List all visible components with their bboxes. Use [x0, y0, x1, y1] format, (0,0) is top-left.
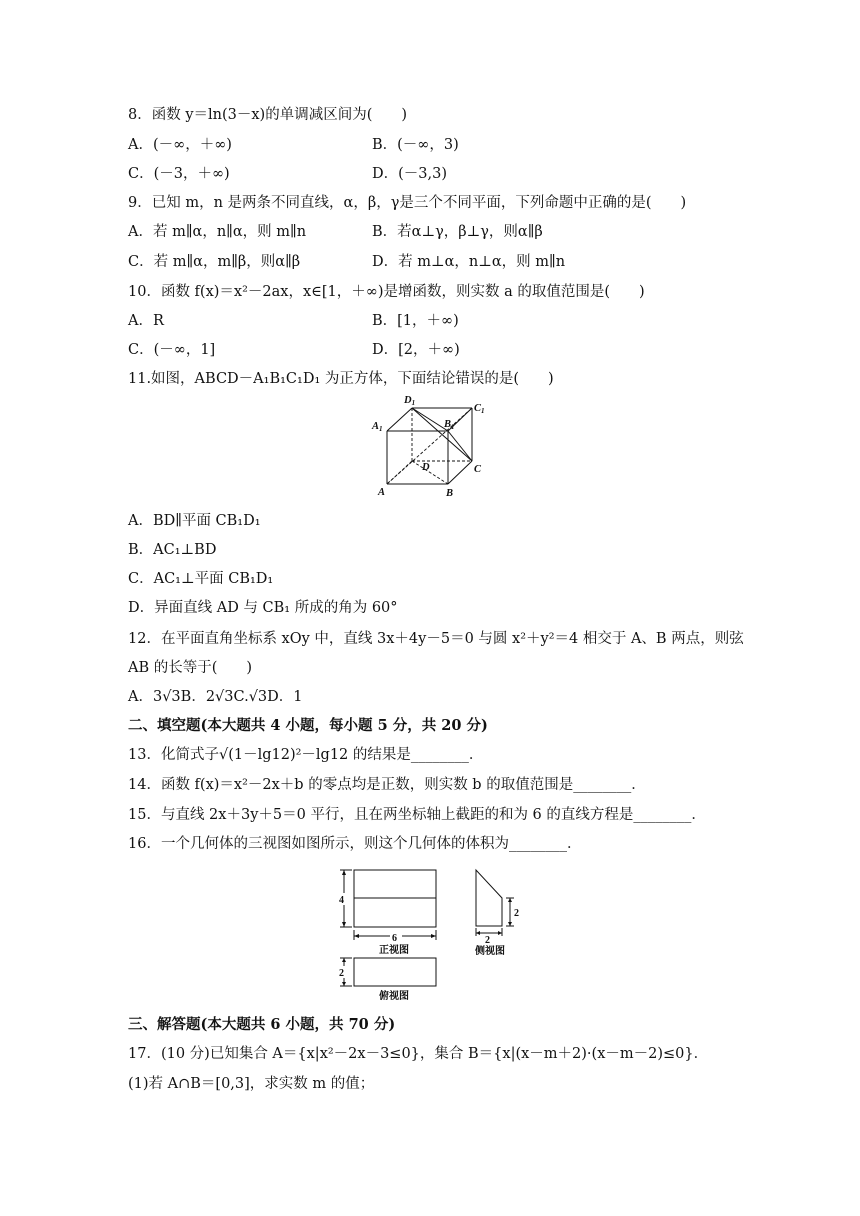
svg-text:C1: C1 [474, 403, 485, 415]
svg-text:D1: D1 [404, 395, 416, 407]
q12-stem-line2: AB 的长等于( ) [128, 660, 253, 676]
q10-option-c: C．(－∞，1] [128, 342, 216, 358]
section2-heading: 二、填空题(本大题共 4 小题，每小题 5 分，共 20 分) [128, 717, 488, 734]
svg-text:D: D [422, 462, 430, 473]
svg-text:B: B [446, 488, 454, 499]
q11-option-c: C．AC₁⊥平面 CB₁D₁ [128, 571, 274, 587]
q9-option-a: A．若 m∥α，n∥α，则 m∥n [128, 224, 307, 240]
q10-option-d: D．[2，＋∞) [372, 342, 460, 358]
svg-text:侧视图: 侧视图 [475, 946, 505, 957]
q12-stem-line1: 12．在平面直角坐标系 xOy 中，直线 3x＋4y－5＝0 与圆 x²＋y²＝4 相交于 A、B 两点，则弦 [128, 631, 744, 647]
q11-option-b: B．AC₁⊥BD [128, 542, 217, 558]
q9-option-d: D．若 m⊥α，n⊥α，则 m∥n [372, 254, 566, 270]
q16: 16．一个几何体的三视图如图所示，则这个几何体的体积为________． [128, 836, 582, 852]
svg-text:4: 4 [339, 895, 344, 906]
q10-option-b: B．[1，＋∞) [372, 313, 459, 329]
svg-text:2: 2 [514, 908, 519, 919]
q8-option-d: D．(－3,3) [372, 166, 447, 182]
svg-text:2: 2 [485, 935, 490, 946]
svg-text:正视图: 正视图 [379, 945, 409, 956]
svg-text:B1: B1 [444, 419, 455, 431]
section3-heading: 三、解答题(本大题共 6 小题，共 70 分) [128, 1016, 396, 1033]
q11-option-d: D．异面直线 AD 与 CB₁ 所成的角为 60° [128, 600, 398, 616]
q8-option-b: B．(－∞，3) [372, 137, 459, 153]
q17-part1: (1)若 A∩B＝[0,3]，求实数 m 的值； [128, 1076, 375, 1092]
svg-text:2: 2 [339, 968, 344, 979]
q15: 15．与直线 2x＋3y＋5＝0 平行，且在两坐标轴上截距的和为 6 的直线方程是________． [128, 807, 706, 823]
three-view-figure [330, 862, 540, 1006]
cube-figure [370, 392, 490, 502]
q8-stem: 8．函数 y＝ln(3－x)的单调减区间为( ) [128, 107, 408, 123]
svg-text:6: 6 [392, 933, 397, 944]
q14: 14．函数 f(x)＝x²－2x＋b 的零点均是正数，则实数 b 的取值范围是________． [128, 777, 646, 793]
q9-option-b: B．若α⊥γ，β⊥γ，则α∥β [372, 224, 543, 240]
q11-option-a: A．BD∥平面 CB₁D₁ [128, 513, 261, 529]
q9-stem: 9．已知 m，n 是两条不同直线，α，β，γ是三个不同平面，下列命题中正确的是( ) [128, 195, 687, 211]
svg-text:俯视图: 俯视图 [379, 991, 409, 1002]
q13: 13．化简式子√(1－lg12)²－lg12 的结果是________． [128, 747, 484, 763]
q10-stem: 10．函数 f(x)＝x²－2ax，x∈[1，＋∞)是增函数，则实数 a 的取值范围是( ) [128, 284, 645, 300]
q10-option-a: A．R [128, 313, 164, 329]
svg-text:A1: A1 [372, 421, 383, 433]
q17-stem: 17．(10 分)已知集合 A＝{x|x²－2x－3≤0}，集合 B＝{x|(x－m＋2)·(x－m－2)≤0}． [128, 1046, 709, 1062]
q12-options: A．3√3B．2√3C.√3D．1 [128, 689, 303, 705]
q8-option-a: A．(－∞，＋∞) [128, 137, 232, 153]
svg-text:A: A [378, 487, 386, 498]
q8-option-c: C．(－3，＋∞) [128, 166, 230, 182]
svg-text:C: C [474, 464, 482, 475]
q9-option-c: C．若 m∥α，m∥β，则α∥β [128, 254, 301, 270]
q11-stem: 11.如图，ABCD－A₁B₁C₁D₁ 为正方体，下面结论错误的是( ) [128, 371, 554, 387]
